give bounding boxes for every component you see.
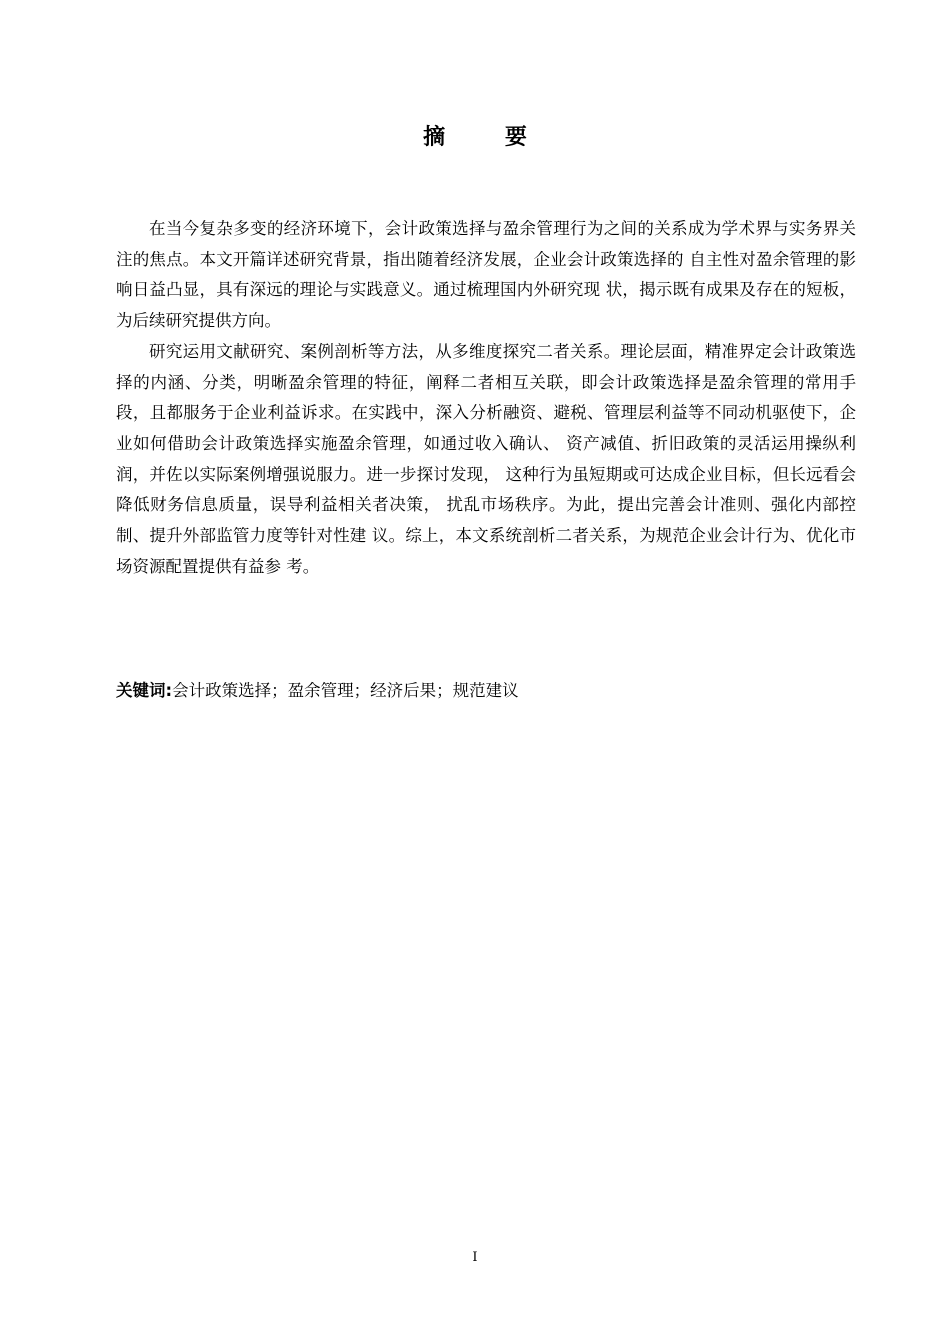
abstract-paragraph-2: 研究运用文献研究、案例剖析等方法，从多维度探究二者关系。理论层面，精准界定会计政策选择的内涵、分类，明晰盈余管理的特征，阐释二者相互关联，即会计政策选择是盈余管理的常用手段，且都服务于企业利益诉求。在实践中，深入分析融资、避税、管理层利益等不同动机驱使下，企业如何借助会计政策选择实施盈余管理，如通过收入确认、 资产减值、折旧政策的灵活运用操纵利润，并佐以实际案例增强说服力。进一步探讨发现， 这种行为虽短期或可达成企业目标，但长远看会降低财务信息质量，误导利益相关者决策， 扰乱市场秩序。为此，提出完善会计准则、强化内部控制、提升外部监管力度等针对性建 议。综上，本文系统剖析二者关系，为规范企业会计行为、优化市场资源配置提供有益参 考。 — [116, 341, 856, 576]
page-number: I — [472, 1250, 478, 1265]
abstract-title: 摘 要 — [423, 125, 553, 150]
keywords-label: 关键词: — [116, 681, 173, 700]
abstract-paragraph-1: 在当今复杂多变的经济环境下，会计政策选择与盈余管理行为之间的关系成为学术界与实务界关注的焦点。本文开篇详述研究背景，指出随着经济发展，企业会计政策选择的 自主性对盈余管理的影响日益凸显，具有深远的理论与实践意义。通过梳理国内外研究现 状，揭示既有成果及存在的短板，为后续研究提供方向。 — [116, 219, 856, 331]
keywords-line — [116, 677, 856, 705]
abstract-body — [116, 214, 856, 582]
keywords-value: 会计政策选择；盈余管理；经济后果；规范建议 — [172, 681, 519, 700]
